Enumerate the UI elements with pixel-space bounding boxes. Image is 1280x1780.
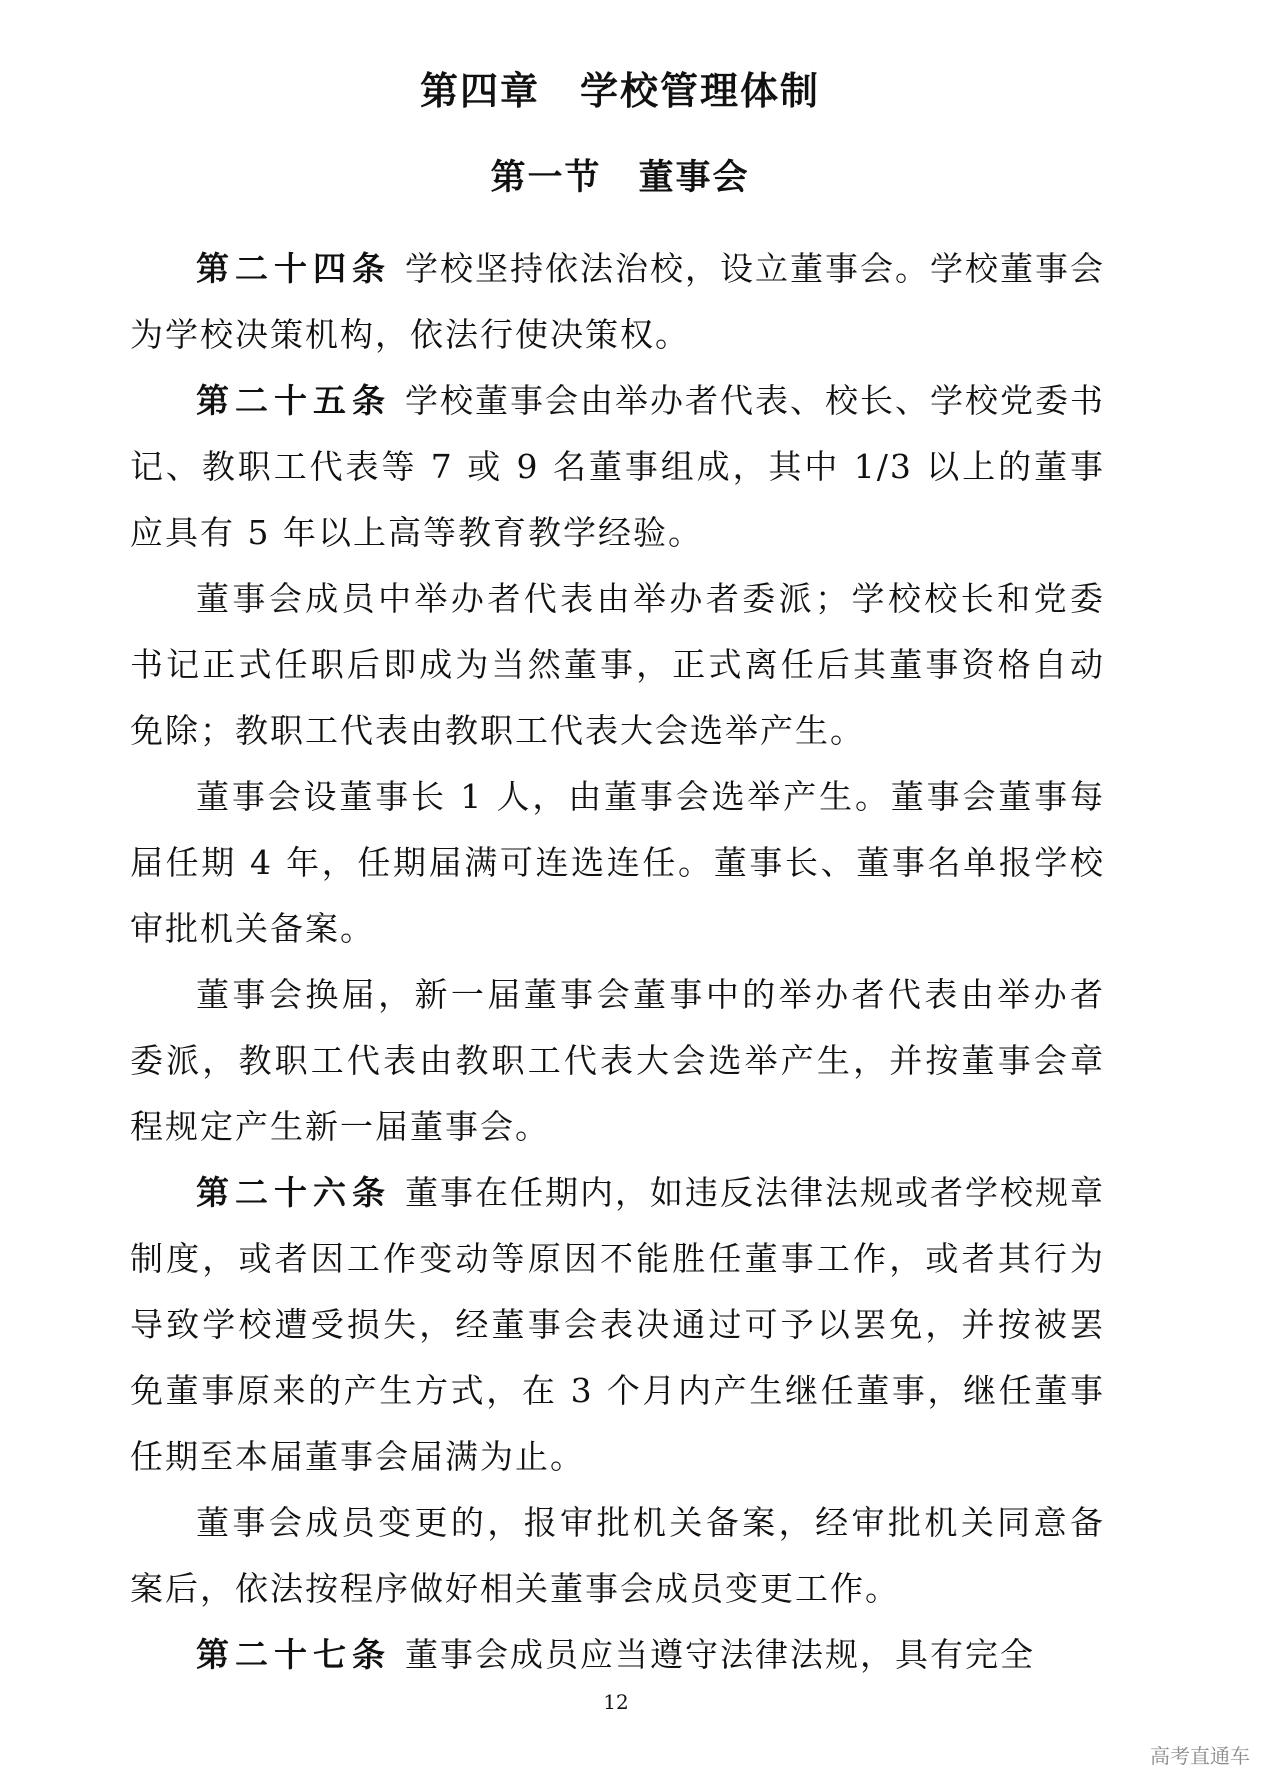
paragraph-text: 董事会设董事长 1 人，由董事会选举产生。董事会董事每届任期 4 年，任期届满可连选连任。董事长、董事名单报学校审批机关备案。 bbox=[130, 777, 1105, 948]
paragraph-text: 学校坚持依法治校，设立董事会。学校董事会为学校决策机构，依法行使决策权。 bbox=[130, 249, 1105, 354]
article-number: 第二十五条 bbox=[196, 381, 391, 420]
chapter-title: 第四章 学校管理体制 bbox=[419, 69, 820, 113]
paragraph bbox=[130, 368, 1105, 566]
article-number: 第二十七条 bbox=[196, 1635, 391, 1674]
article-number: 第二十四条 bbox=[196, 249, 391, 288]
paragraph bbox=[130, 1622, 1105, 1688]
paragraph-text: 学校董事会由举办者代表、校长、学校党委书记、教职工代表等 7 或 9 名董事组成，其中 1/3 以上的董事应具有 5 年以上高等教育教学经验。 bbox=[130, 381, 1105, 552]
paragraph-text: 董事会成员中举办者代表由举办者委派；学校校长和党委书记正式任职后即成为当然董事，正式离任后其董事资格自动免除；教职工代表由教职工代表大会选举产生。 bbox=[130, 579, 1105, 750]
section-title: 第一节 董事会 bbox=[490, 157, 750, 198]
paragraph bbox=[130, 1160, 1105, 1490]
article-number: 第二十六条 bbox=[196, 1173, 391, 1212]
paragraph-text: 董事会成员应当遵守法律法规，具有完全 bbox=[405, 1635, 1035, 1674]
paragraph-text: 董事会换届，新一届董事会董事中的举办者代表由举办者委派，教职工代表由教职工代表大会选举产生，并按董事会章程规定产生新一届董事会。 bbox=[130, 975, 1105, 1146]
paragraph bbox=[130, 566, 1105, 764]
paragraph bbox=[130, 1490, 1105, 1622]
paragraph-text: 董事在任期内，如违反法律法规或者学校规章制度，或者因工作变动等原因不能胜任董事工作，或者其行为导致学校遭受损失，经董事会表决通过可予以罢免，并按被罢免董事原来的产生方式，在 3 个月内产生继任董事，继任董事任期至本届董事会届满为止。 bbox=[130, 1173, 1105, 1476]
paragraph bbox=[130, 236, 1105, 368]
watermark-text: 高考直通车 bbox=[1150, 1744, 1250, 1768]
paragraph-text: 董事会成员变更的，报审批机关备案，经审批机关同意备案后，依法按程序做好相关董事会成员变更工作。 bbox=[130, 1503, 1105, 1608]
paragraph bbox=[130, 962, 1105, 1160]
page-number: 12 bbox=[603, 1690, 629, 1714]
paragraph bbox=[130, 764, 1105, 962]
body-text bbox=[130, 236, 1105, 1688]
